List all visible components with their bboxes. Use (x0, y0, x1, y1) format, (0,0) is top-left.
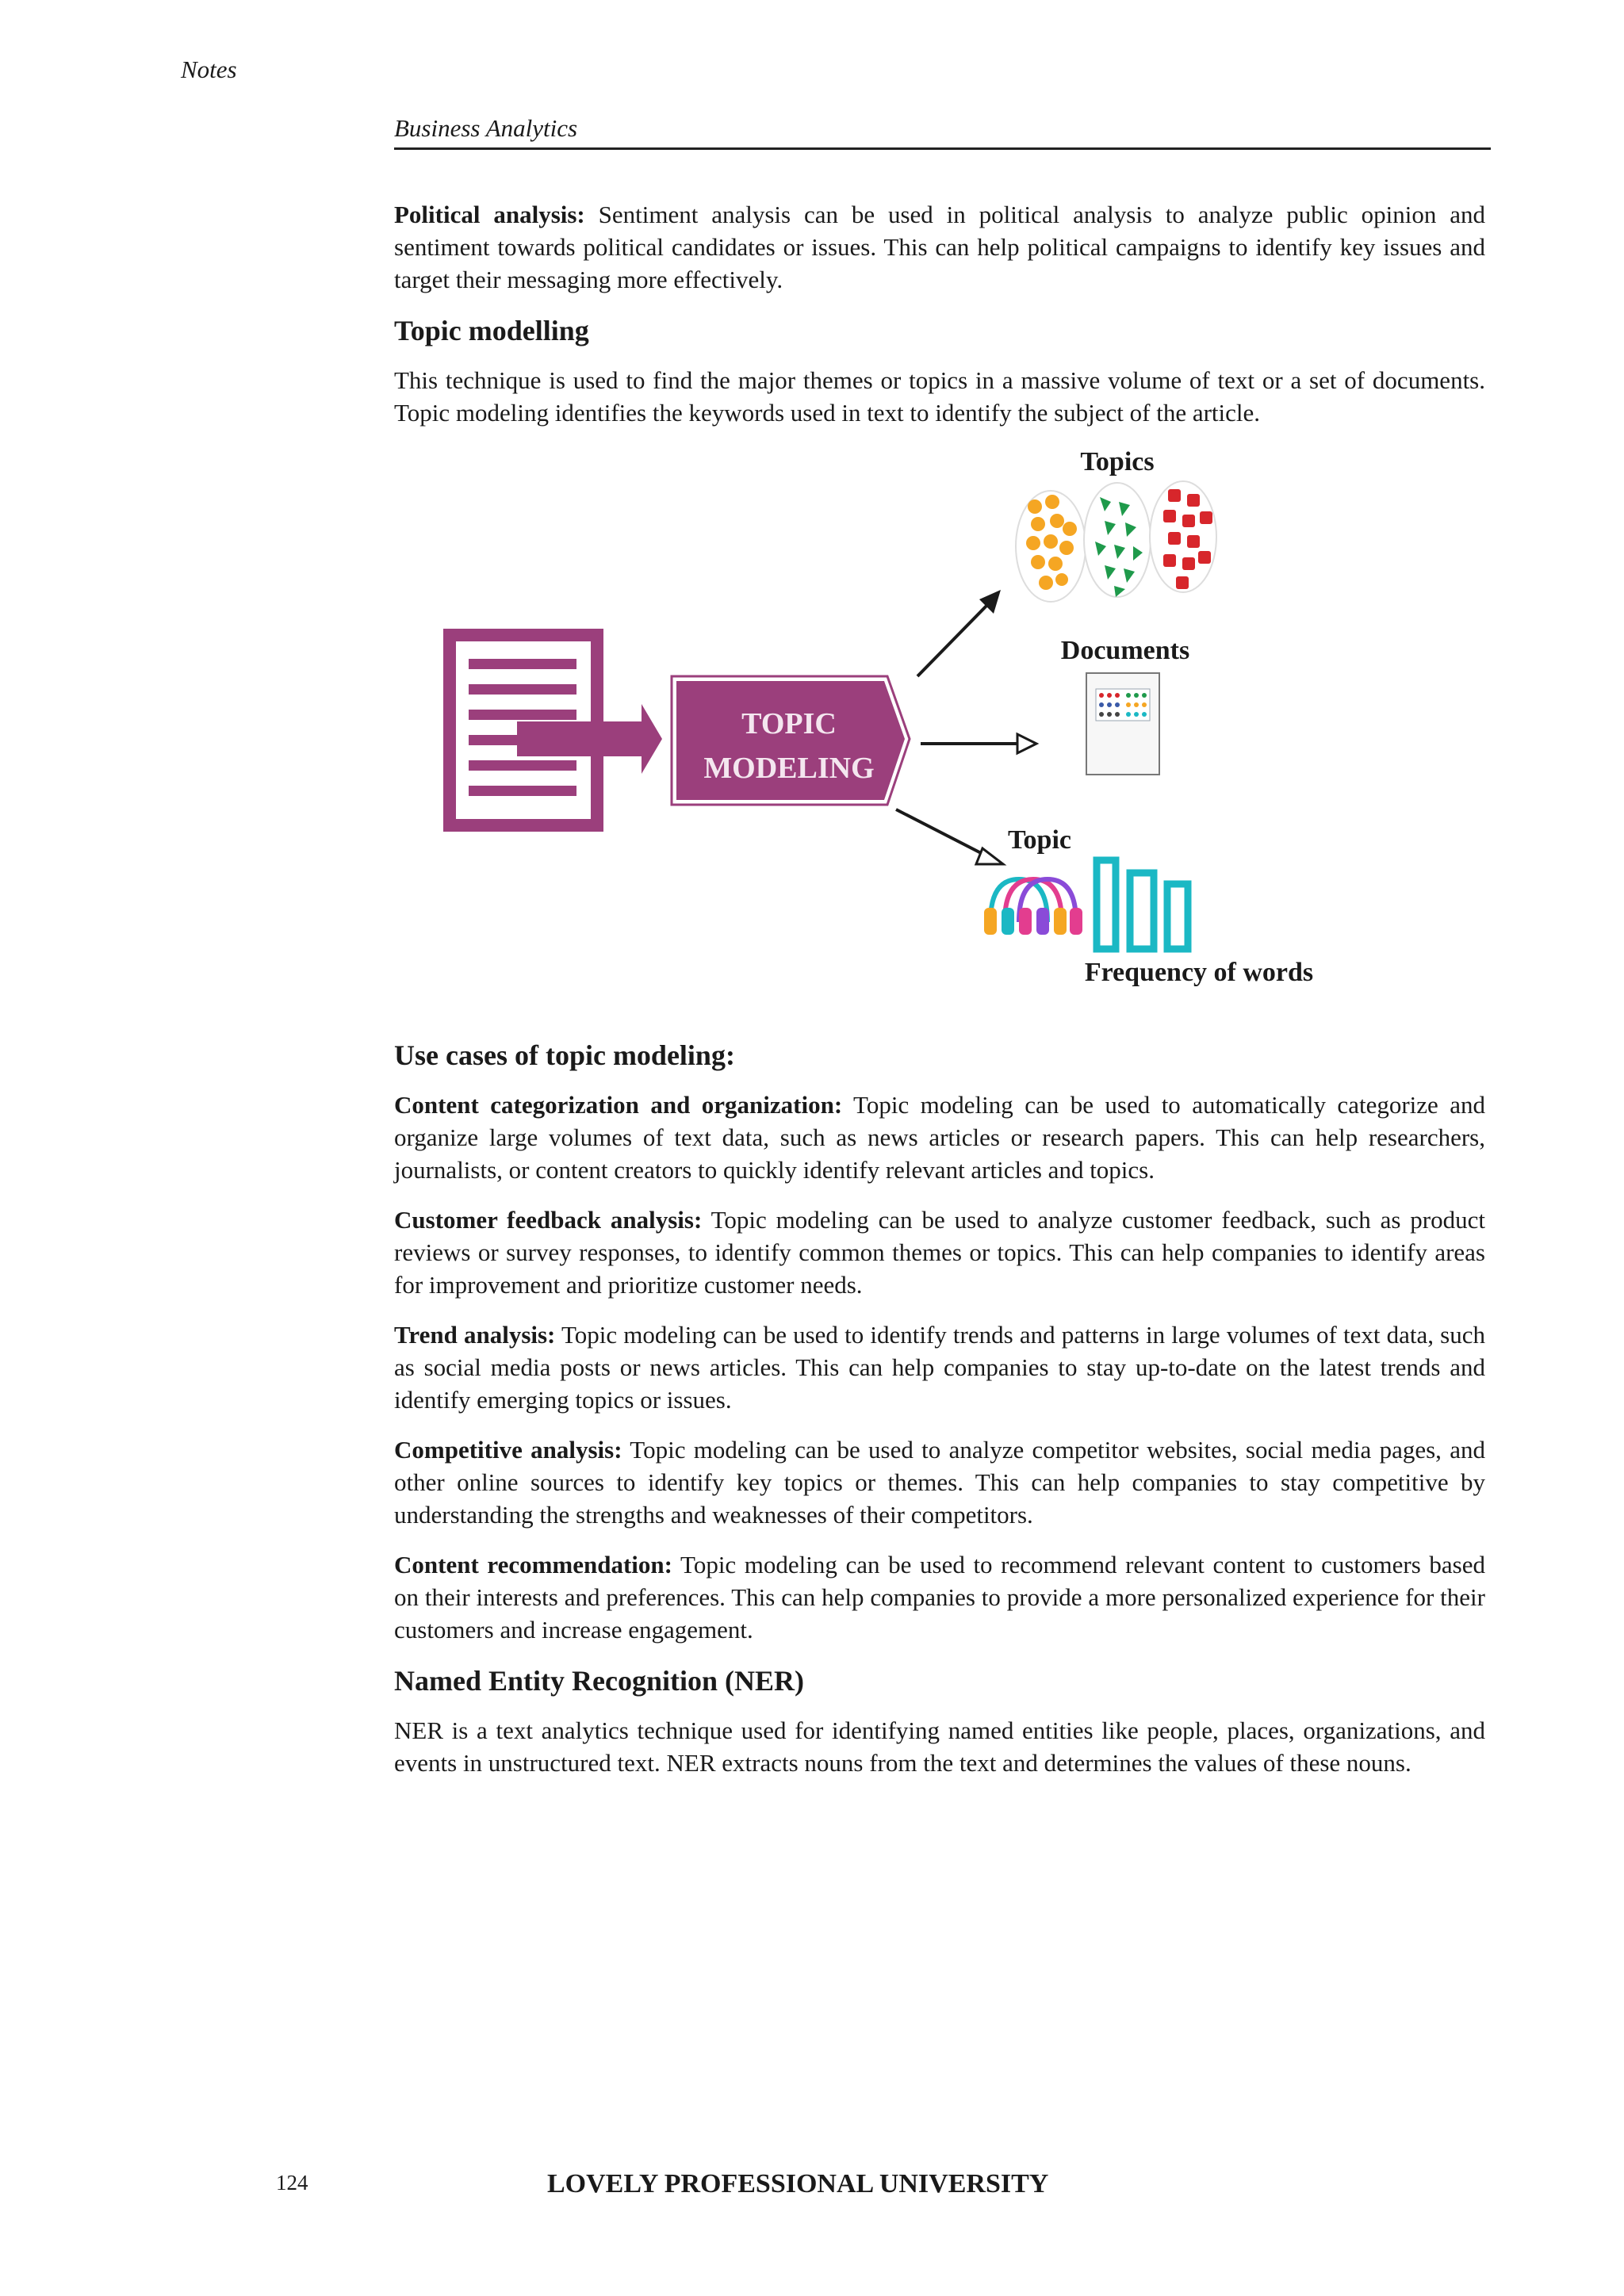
topics-clusters-icon (1016, 481, 1216, 602)
topic-intro-paragraph: This technique is used to find the major themes or topics in a massive volume of text or a set of documents. Topic modeling identifies the keywords used in text to identify the subject of the article. (394, 366, 1485, 427)
documents-icon (1086, 673, 1159, 775)
use-case-text: Topic modeling can be used to analyze competitor websites, social media pages, and other online sources to identify key topics or themes. This can help companies to stay competitive by understanding the strengths and weaknesses of their competitors. (394, 1436, 1485, 1529)
arrow-to-topics (917, 602, 990, 676)
arrow-head-topic (976, 848, 1003, 864)
running-head: Business Analytics (394, 114, 1491, 150)
paragraph-political (394, 198, 1485, 296)
box-line-2: MODELING (703, 752, 875, 785)
document-icon (443, 629, 662, 832)
use-case-text: Topic modeling can be used to identify trends and patterns in large volumes of text data, such as social media posts or news articles. This can help companies to stay up-to-date on the latest trends and identify emerging topics or issues. (394, 1321, 1485, 1414)
use-case-label: Customer feedback analysis: (394, 1206, 703, 1234)
use-case-label: Trend analysis: (394, 1321, 556, 1349)
ner-paragraph: NER is a text analytics technique used for identifying named entities like people, places, organizations, and events in unstructured text. NER extracts nouns from the text and determines the values of these nouns. (394, 1716, 1485, 1777)
use-case-paragraph (394, 1089, 1485, 1186)
use-case-label: Content recommendation: (394, 1551, 672, 1578)
topic-modeling-box (672, 676, 910, 805)
box-line-1: TOPIC (741, 707, 837, 740)
word-frequency-bars (1097, 860, 1188, 949)
political-text: Sentiment analysis can be used in political analysis to analyze public opinion and sentiment towards political candidates or issues. This can help political campaigns to identify key issues and target their messaging more effectively. (394, 201, 1486, 293)
documents-label: Documents (1060, 636, 1190, 665)
arrow-head-documents (1017, 734, 1036, 753)
topic-modeling-figure (394, 446, 1485, 1017)
topic-modeling-diagram (394, 446, 1485, 1017)
use-case-label: Competitive analysis: (394, 1436, 622, 1464)
use-case-paragraph (394, 1548, 1485, 1646)
page-number: 124 (276, 2171, 308, 2195)
frequency-bar (1130, 873, 1154, 949)
use-case-label: Content categorization and organization: (394, 1091, 843, 1119)
use-cases-heading: Use cases of topic modeling: (394, 1039, 735, 1071)
use-case-paragraph (394, 1318, 1485, 1416)
frequency-bar (1097, 860, 1116, 949)
frequency-bar (1167, 884, 1188, 949)
output-arrows (896, 590, 1036, 864)
ner-heading: Named Entity Recognition (NER) (394, 1665, 804, 1697)
page-content (394, 198, 1485, 1797)
political-label: Political analysis: (394, 201, 585, 228)
margin-notes-label: Notes (181, 55, 237, 83)
arrow-to-topic (896, 809, 986, 855)
footer-university: LOVELY PROFESSIONAL UNIVERSITY (547, 2169, 1049, 2198)
use-case-text: Topic modeling can be used to analyze customer feedback, such as product reviews or survey responses, to identify common themes or topics. This can help companies to identify areas for improvement and prioritize customer needs. (394, 1206, 1485, 1299)
topic-label: Topic (1007, 825, 1072, 855)
topics-label: Topics (1080, 447, 1155, 476)
use-case-text: Topic modeling can be used to recommend relevant content to customers based on their interests and preferences. This can help companies to provide a more personalized experience for their customers and increase engagement. (394, 1551, 1485, 1644)
frequency-of-words-label: Frequency of words (1084, 958, 1314, 987)
use-case-text: Topic modeling can be used to automatically categorize and organize large volumes of text data, such as news articles or research papers. This can help researchers, journalists, or content creators to quickly identify relevant articles and topics. (394, 1091, 1485, 1184)
use-case-paragraph (394, 1433, 1485, 1531)
topic-modelling-heading: Topic modelling (394, 315, 589, 346)
headphones-icon (984, 879, 1082, 935)
use-case-paragraph (394, 1203, 1485, 1301)
